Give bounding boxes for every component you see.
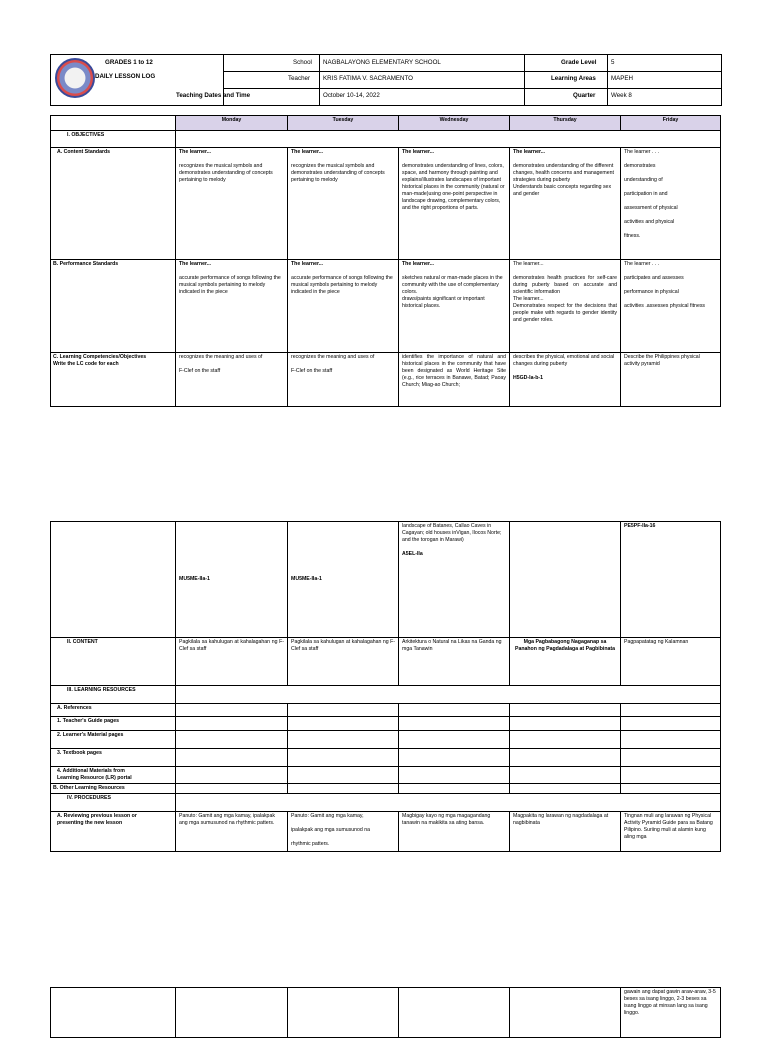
- row-label-resources: III. LEARNING RESOURCES: [51, 686, 176, 704]
- ps-wed-text: sketches natural or man-made places in the community with the use of complementary colors. draws/paints significant or important historical places.: [402, 275, 503, 309]
- form-title-grades: GRADES 1 to 12: [105, 59, 153, 66]
- dates-value: October 10-14, 2022: [323, 92, 380, 99]
- form-title-dll: DAILY LESSON LOG: [95, 73, 156, 80]
- content-thu: Mga Pagbabagong Nagaganap sa Panahon ng Pagdadalaga at Pagbibinata: [510, 638, 621, 686]
- dates-label: Teaching Dates and Time: [176, 92, 251, 99]
- ps-thu-text: The learner... demonstrates health practices for self-care during puberty based on accurate and scientific information The learner... Demonstrates respect for the decisions that people make with regards to gender identity and gender roles.: [510, 260, 621, 353]
- ps-wed-head: The learner...: [402, 261, 435, 267]
- school-value: NAGBALAYONG ELEMENTARY SCHOOL: [323, 59, 441, 66]
- lc-thu-code: H5GD-Ia-b-1: [513, 375, 543, 381]
- area-value: MAPEH: [611, 75, 634, 82]
- review-wed: Magbigay kayo ng mga magagandang tanawin na makikita sa ating bansa.: [399, 812, 510, 852]
- row-label-content: II. CONTENT: [51, 638, 176, 686]
- cs-mon-text: recognizes the musical symbols and demonstrates understanding of concepts pertaining to melody: [179, 163, 273, 183]
- lc2-wed-text: landscape of Batanes, Callao Caves in Cagayan; old houses inVigan, Ilocos Norte; and the torogan in Marawi): [402, 523, 502, 543]
- row-label-tg-pages: 1. Teacher's Guide pages: [51, 717, 176, 731]
- row-label-competencies: C. Learning Competencies/Objectives Write the LC code for each: [51, 353, 176, 407]
- cs-wed-head: The learner...: [402, 149, 435, 155]
- ps-tue-text: accurate performance of songs following the musical symbols pertaining to melody indicated in the piece: [291, 275, 393, 295]
- row-label-content-standards: A. Content Standards: [51, 148, 176, 260]
- day-header-friday: Friday: [621, 116, 721, 131]
- quarter-label: Quarter: [573, 92, 596, 99]
- grade-value: 5: [611, 59, 615, 66]
- ps-mon-head: The learner...: [179, 261, 212, 267]
- lc2-fri-code: PE5PF-IIa-16: [621, 522, 721, 638]
- cs-tue-text: recognizes the musical symbols and demonstrates understanding of concepts pertaining to melody: [291, 163, 385, 183]
- row-label-references: A. References: [51, 704, 176, 717]
- day-header-wednesday: Wednesday: [399, 116, 510, 131]
- cs-fri-text: The learner . . . demonstrates understanding of participation in and assessment of physical activities and physical fitness.: [621, 148, 721, 260]
- day-header-monday: Monday: [176, 116, 288, 131]
- teacher-value: KRIS FATIMA V. SACRAMENTO: [323, 75, 413, 82]
- lc-wed-text: identifies the importance of natural and historical places in the community that have been designated as World Heritage Site (e.g., rice terraces in Banawe, Batad; Paoay Church; Miag-ao Church;: [399, 353, 510, 407]
- day-header-tuesday: Tuesday: [288, 116, 399, 131]
- lc-tue-text: recognizes the meaning and uses of F-Clef on the staff: [288, 353, 399, 407]
- cs-tue-head: The learner...: [291, 149, 324, 155]
- content-fri: Pagpapatatag ng Kalamnan: [621, 638, 721, 686]
- page3-fri-text: gawain ang dapat gawin araw-araw, 3-5 beses sa isang linggo, 2-3 beses sa isang linggo at minsan lang sa isang linggo.: [621, 988, 721, 1038]
- content-tue: Pagkilala sa kahulugan at kahalagahan ng F-Clef sa staff: [288, 638, 399, 686]
- lc-thu-text: describes the physical, emotional and social changes during puberty: [513, 354, 615, 367]
- header-box: [50, 54, 722, 106]
- grade-label: Grade Level: [561, 59, 597, 66]
- row-label-performance-standards: B. Performance Standards: [51, 260, 176, 353]
- content-wed: Arkitektura o Natural na Likas na Ganda ng mga Tanawin: [399, 638, 510, 686]
- row-label-lm-pages: 2. Learner's Material pages: [51, 731, 176, 749]
- row-label-procedures: IV. PROCEDURES: [51, 794, 176, 812]
- review-tue: Panuto: Gamit ang mga kamay, ipalakpak ang mga sumusunod na rhythmic patters.: [288, 812, 399, 852]
- lesson-table-page3: [50, 987, 721, 1038]
- lc2-tue-code: MU5ME-IIa-1: [288, 522, 399, 638]
- row-label-additional-materials: 4. Additional Materials from Learning Resource (LR) portal: [51, 767, 176, 784]
- lc-mon-text: recognizes the meaning and uses of F-Clef on the staff: [176, 353, 288, 407]
- ps-mon-text: accurate performance of songs following the musical symbols pertaining to melody indicated in the piece: [179, 275, 281, 295]
- cs-mon-head: The learner...: [179, 149, 212, 155]
- review-mon: Panuto: Gamit ang mga kamay, ipalakpak ang mga sumusunod na rhythmic patters.: [176, 812, 288, 852]
- teacher-label: Teacher: [288, 75, 311, 82]
- cs-thu-text: demonstrates understanding of the different changes, health concerns and management strategies during puberty Understands basic concepts regarding sex and gender: [513, 163, 614, 197]
- ps-tue-head: The learner...: [291, 261, 324, 267]
- row-label-objectives: I. OBJECTIVES: [51, 131, 176, 148]
- review-thu: Magpakita ng larawan ng nagdadalaga at nagbibinata: [510, 812, 621, 852]
- content-mon: Pagkilala sa kahulugan at kahalagahan ng F-Clef sa staff: [176, 638, 288, 686]
- lesson-table-page2: [50, 521, 721, 852]
- lc-fri-text: Describe the Philippines physical activity pyramid: [621, 353, 721, 407]
- lc2-mon-code: MU5ME-IIa-1: [176, 522, 288, 638]
- deped-seal-icon: [55, 58, 95, 98]
- cs-wed-text: demonstrates understanding of lines, colors, space, and harmony through painting and explains/illustrates landscapes of important historical places in the community (natural or man-made)using one-point perspective in landscape drawing, complementary colors, and the right proportions of parts.: [402, 163, 505, 211]
- cs-thu-head: The learner...: [513, 149, 546, 155]
- row-label-review: A. Reviewing previous lesson or presenting the new lesson: [51, 812, 176, 852]
- review-fri: Tingnan muli ang larawan ng Physical Activity Pyramid Guide para sa Batang Pilipino. Suriing muli at alamin kung aling mga: [621, 812, 721, 852]
- lc2-wed-code: A5EL-IIa: [402, 551, 423, 557]
- row-label-other-resources: B. Other Learning Resources: [51, 784, 176, 794]
- row-label-textbook-pages: 3. Textbook pages: [51, 749, 176, 767]
- quarter-value: Week 8: [611, 92, 632, 99]
- day-header-thursday: Thursday: [510, 116, 621, 131]
- area-label: Learning Areas: [551, 75, 596, 82]
- school-label: School: [293, 59, 312, 66]
- ps-fri-text: The learner . . . participates and assesses performance in physical activities .assesses physical fitness: [621, 260, 721, 353]
- lesson-table-page1: [50, 115, 721, 407]
